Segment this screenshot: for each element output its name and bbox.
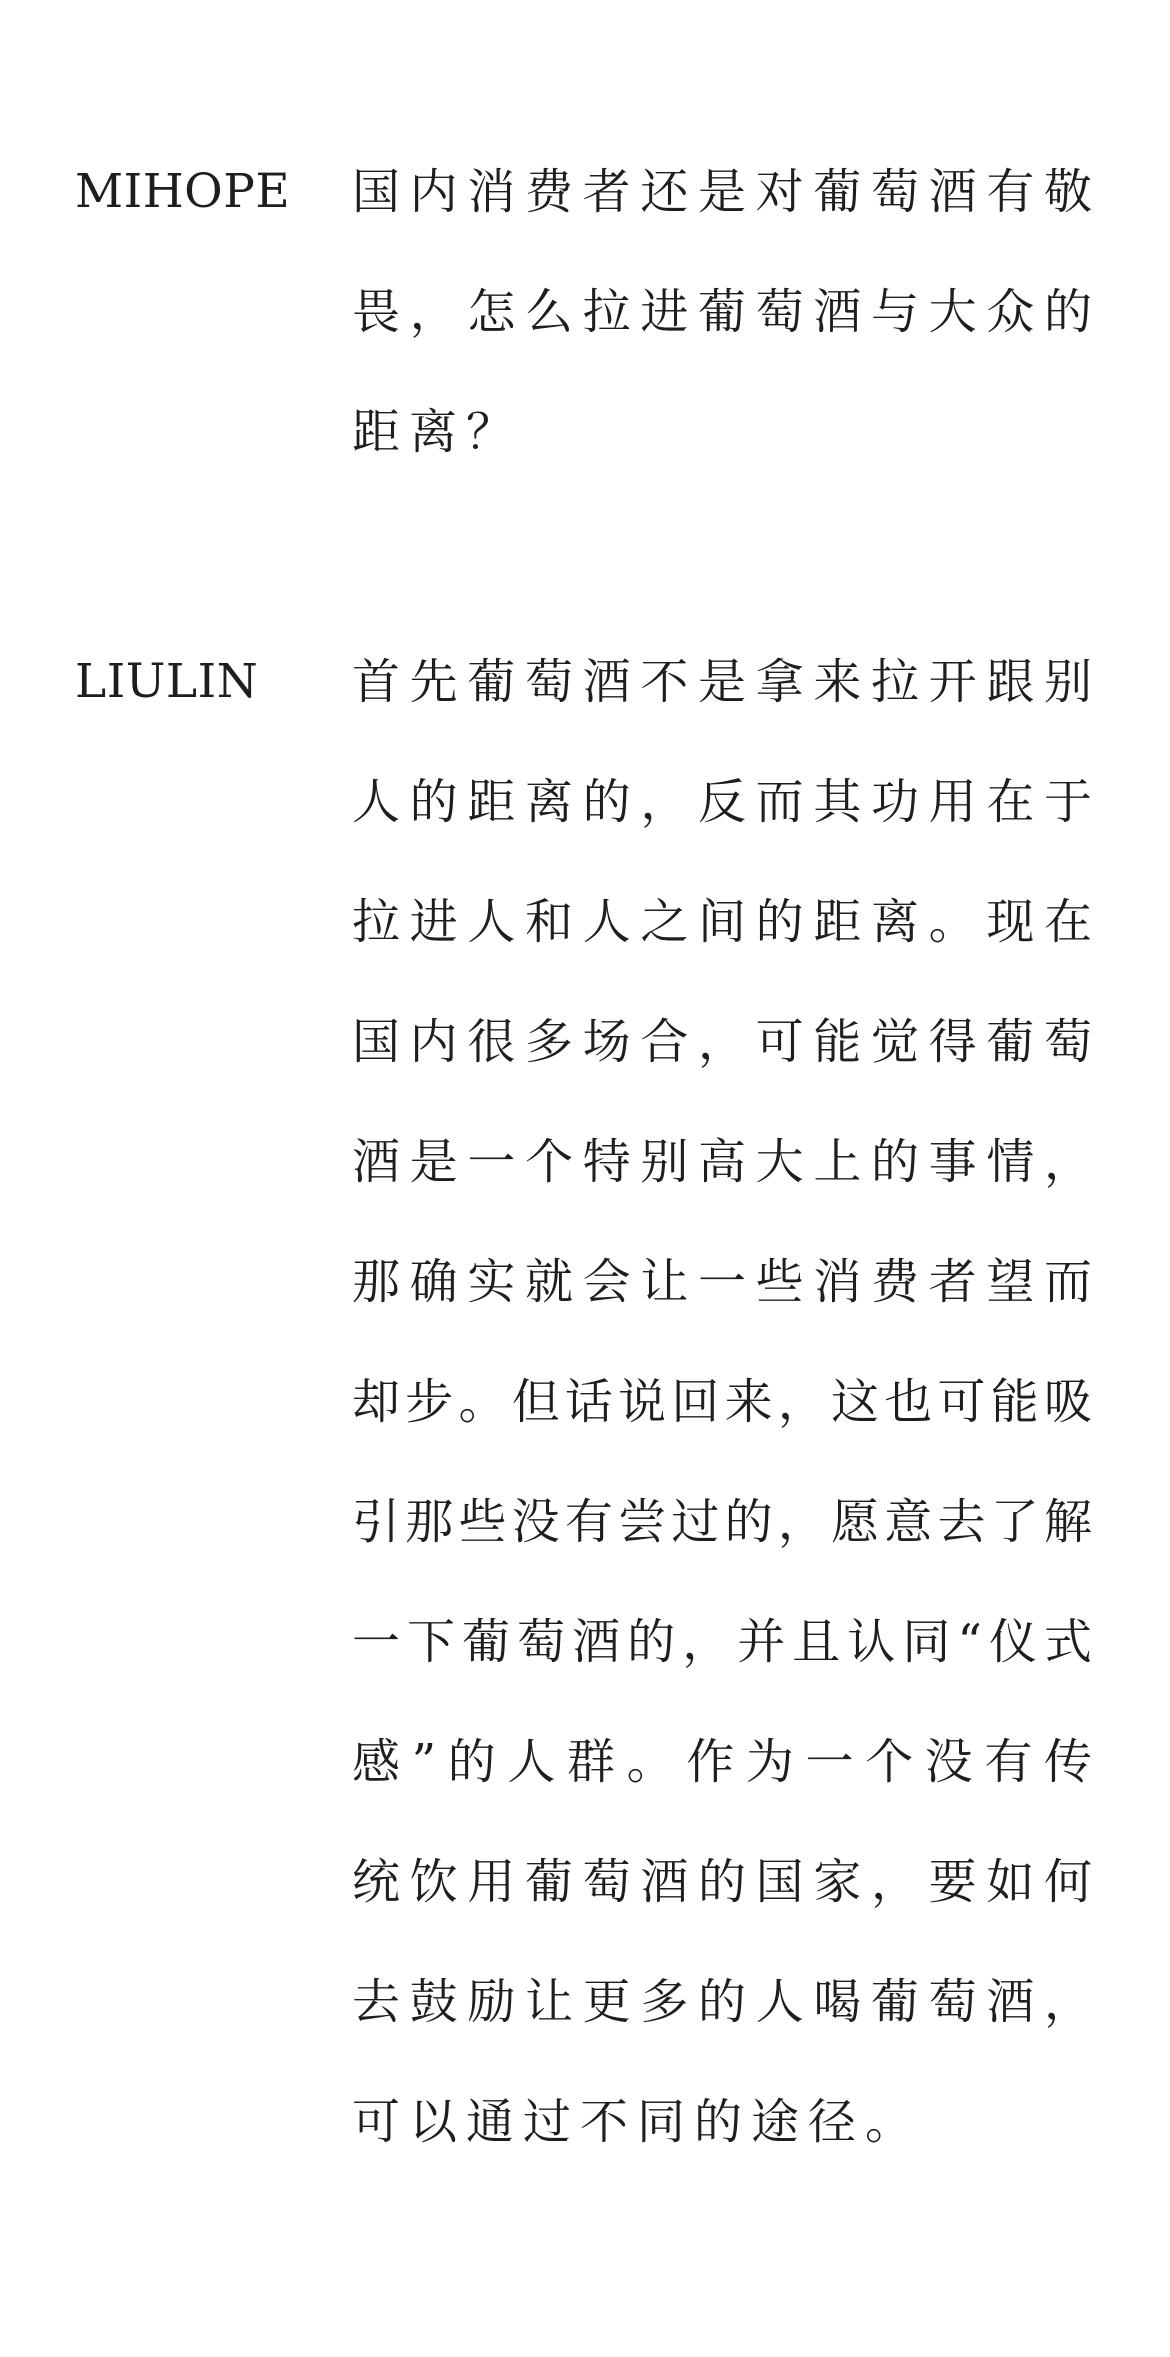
speaker-label-liulin: LIULIN: [75, 654, 259, 709]
interview-transcript: [0, 132, 1170, 2182]
text-line: 畏，怎么拉进葡萄酒与大众的: [352, 284, 1094, 340]
speaker-label-mihope: MIHOPE: [75, 164, 291, 219]
text-line: 人的距离的，反而其功用在于: [352, 774, 1094, 830]
qa-entry-answer: [0, 622, 1170, 2182]
text-line: 却步。但话说回来，这也可能吸: [352, 1374, 1094, 1430]
text-line: 国内很多场合，可能觉得葡萄: [352, 1014, 1094, 1070]
text-line: 距离？: [352, 404, 524, 460]
text-line: 统饮用葡萄酒的国家，要如何: [352, 1854, 1094, 1910]
text-line: 可以通过不同的途径。: [352, 2094, 923, 2150]
qa-entry-question: [0, 132, 1170, 492]
text-line: 拉进人和人之间的距离。现在: [352, 894, 1094, 950]
text-line: 引那些没有尝过的，愿意去了解: [352, 1494, 1094, 1550]
text-line: 首先葡萄酒不是拿来拉开跟别: [352, 654, 1094, 710]
text-line: 国内消费者还是对葡萄酒有敬: [352, 164, 1094, 220]
speaker-column: [0, 132, 352, 252]
text-line: 一下葡萄酒的，并且认同“仪式: [352, 1614, 1094, 1670]
answer-text: [352, 622, 1094, 2182]
text-line: 那确实就会让一些消费者望而: [352, 1254, 1094, 1310]
speaker-column: [0, 622, 352, 742]
text-line: 感”的人群。作为一个没有传: [352, 1734, 1094, 1790]
text-line: 去鼓励让更多的人喝葡萄酒，: [352, 1974, 1094, 2030]
question-text: [352, 132, 1094, 492]
text-line: 酒是一个特别高大上的事情，: [352, 1134, 1094, 1190]
